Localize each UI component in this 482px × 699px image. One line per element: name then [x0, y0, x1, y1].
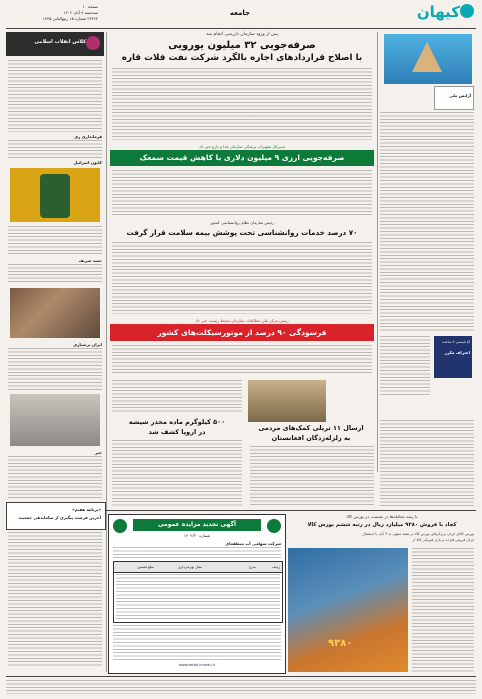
aid-title-2: به زلزله‌زدگان افغانستان: [271, 434, 351, 442]
issue-line: ۲۳۴۲۴ شماره ۱۵ ربیع‌الثانی ۱۴۴۵: [42, 16, 98, 21]
left-heading-2: کانون اسرائیل: [73, 160, 102, 165]
lead-title-2: با اصلاح قراردادهای اجاره بالگرد شرکت نفت فلات قاره: [121, 53, 363, 63]
page-bottom-rule: [6, 676, 476, 677]
date-line: سه‌شنبه ۹ آبان ۱۴۰۲: [63, 10, 98, 15]
tender-col-3: محل بهره‌برداری: [177, 565, 202, 569]
gold-text: بورس کالای ایران برنزکرهای بورس کالا در هفته منتهی به ۳ آبان با استقبال: [362, 532, 474, 536]
left-heading-3: جسد شریف: [78, 258, 102, 263]
lead-title-1: صرفه‌جویی ۳۲ میلیون یورویی: [168, 40, 316, 51]
right-text-3: [380, 420, 474, 506]
moto-text: [112, 345, 372, 375]
tender-table: [113, 561, 283, 623]
hezbollah-photo: [10, 168, 100, 222]
moto-banner: [110, 324, 374, 341]
aid-photo: [248, 380, 326, 422]
aid-title-1: ارسال ۱۱ تریلی کمک‌های مردمی: [258, 424, 364, 432]
aid-text: [250, 446, 374, 506]
tender-col-2: شرح: [248, 565, 256, 569]
left-text-5: [8, 348, 102, 392]
drug-text-top: [112, 380, 242, 414]
moto-title: فرسودگی ۹۰ درصد از موتورسیکلت‌های کشور: [157, 328, 327, 337]
tender-table-rows: [116, 574, 280, 620]
right-col-divider: [377, 32, 378, 472]
left-notice: [6, 502, 106, 530]
drug-title-1: ۵۰۰ کیلوگرم ماده مخدر شیشه: [128, 418, 226, 426]
tender-org: شرکت سهامی آب منطقه‌ای: [225, 541, 281, 546]
exchange-photo: [288, 548, 408, 672]
lead-kicker: پس از ورود سازمان بازرسی انجام شد: [205, 32, 279, 37]
psych-text: [112, 242, 372, 314]
left-heading-1: فرمانداری ری: [74, 134, 102, 139]
right-card-label-2: اعتراف مکرر: [444, 350, 470, 355]
psych-kicker: رئیس سازمان نظام روانشناسی کشور: [210, 220, 274, 225]
left-top-box: [6, 32, 104, 56]
drug-title-2: در اروپا کشف شد: [148, 428, 206, 436]
tender-sub: شماره ۱۴۰۲/۲۰: [183, 533, 211, 538]
tender-col-1: ردیف: [272, 565, 280, 569]
tender-footer: www.ketab.irmedu.ir: [178, 663, 216, 667]
tender-table-header: [114, 562, 282, 573]
hearing-aid-kicker: مدیرکل تجهیزات پزشکی سازمان غذا و دارو خبر داد: [198, 144, 286, 149]
tender-logo-right-icon: [267, 519, 281, 533]
section-title: جامعه: [229, 9, 251, 17]
right-card-label: آیا بایستی ۷ ساعت: [442, 340, 470, 344]
left-heading-5: خبر: [94, 450, 102, 455]
left-text-6: [8, 456, 102, 498]
right-text-2: [380, 336, 430, 396]
left-text-3: [8, 226, 102, 256]
poster-caption: آژانس ملی: [449, 93, 471, 98]
drug-text: [112, 440, 242, 506]
gold-body: [412, 548, 474, 672]
poster-caption-box: [434, 86, 474, 110]
hearing-aid-text: [112, 170, 372, 216]
masthead: [0, 0, 482, 28]
left-col-divider: [106, 32, 107, 672]
clinic-photo: [10, 394, 100, 446]
logo-mark-icon: [460, 4, 474, 18]
tender-title: آگهی تجدید مزایده عمومی: [157, 521, 237, 528]
gold-title: کجاد با فروش ۹۳۸۰ میلیارد ریال در رتبه ششم بورس کالا: [307, 522, 457, 528]
logo-wordmark: کیهان: [416, 3, 460, 21]
notice-sub: آخرین فرصت پیگیری از ساماندهی جمعیت: [18, 515, 101, 520]
lead-text: [112, 68, 372, 140]
page-label: صفحه ۱۰: [82, 4, 98, 9]
gold-text-2: ایران فروش فلزات و بازار فیزیکی کالا از: [412, 538, 474, 542]
left-text-4: [8, 264, 102, 284]
moto-kicker: رئیس مرکز ملی مطالعات سازمان محیط زیست خبر داد: [195, 318, 289, 323]
left-text-7: [8, 532, 102, 668]
tender-logo-icon: [113, 519, 127, 533]
notice-title: «برنامه هفتم»: [72, 507, 101, 512]
left-box-title: کلاس انقلاب اسلامی: [34, 39, 86, 45]
left-column: [6, 32, 104, 672]
tender-body: [113, 625, 281, 661]
psych-title: ۷۰ درصد خدمات روانشناسی تحت پوشش بیمه سلامت قرار گرفت: [126, 228, 358, 237]
left-text-2: [8, 140, 102, 158]
tender-ad: [108, 514, 286, 674]
right-column: [378, 32, 476, 412]
kayhan-logo: [402, 3, 474, 27]
left-box-emblem-icon: [86, 36, 100, 50]
gold-kicker: با رشد معامله‌ها در نشست در بورس کالا: [346, 514, 418, 519]
hearing-aid-title: صرفه‌جویی ارزی ۹ میلیون دلاری با کاهش قیمت سمعک: [139, 153, 345, 162]
left-heading-4: ایران پرستاری: [73, 342, 102, 347]
tender-title-box: [133, 519, 261, 531]
left-text-1: [8, 60, 102, 132]
right-text-1: [380, 112, 474, 332]
tender-intro: [113, 547, 281, 559]
footer-strip: [6, 680, 476, 694]
ship-poster: [384, 34, 472, 84]
right-card: [434, 336, 472, 378]
hearing-aid-banner: [110, 150, 374, 166]
tender-col-4: مبلغ تضمین: [137, 565, 154, 569]
page-info: [6, 4, 98, 26]
crowd-photo: [10, 288, 100, 338]
exchange-photo-number: ۹۳۸۰: [328, 638, 353, 649]
bottom-rule: [106, 510, 476, 511]
masthead-rule: [6, 28, 476, 29]
